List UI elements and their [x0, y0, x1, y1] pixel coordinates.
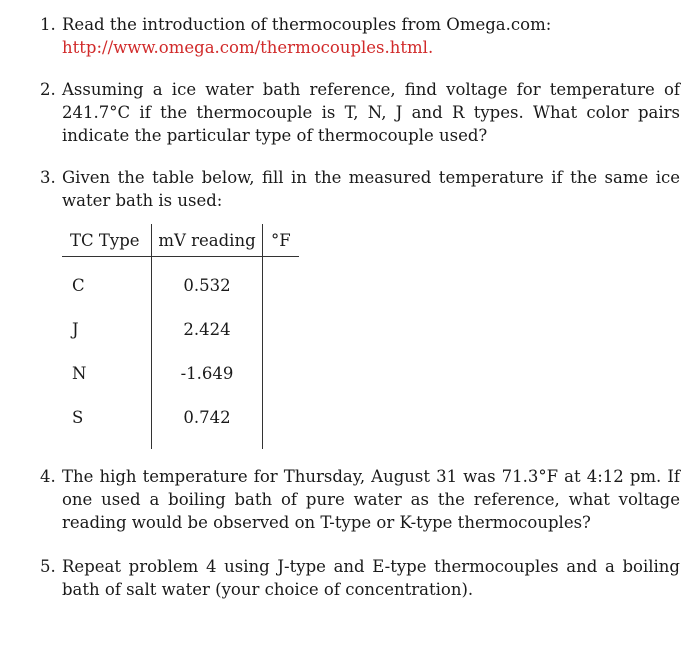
question-number: 2. [40, 80, 56, 99]
cell-mv-reading: 2.424 [152, 307, 263, 351]
table-row [62, 257, 299, 308]
table-row [62, 307, 299, 351]
question-1 [40, 13, 680, 59]
cell-mv-reading: 0.742 [152, 395, 263, 439]
question-3 [40, 166, 680, 212]
header-tc-type: TC Type [62, 224, 152, 257]
question-text: The high temperature for Thursday, August 31 was 71.3°F at 4:12 pm. If one used a boiling bath of pure water as the reference, what voltage reading would be observed on T-type or K-type thermocouples? [62, 467, 680, 532]
cell-fahrenheit[interactable] [263, 307, 300, 351]
table-row [62, 395, 299, 439]
cell-mv-reading: -1.649 [152, 351, 263, 395]
cell-fahrenheit[interactable] [263, 395, 300, 439]
question-4 [40, 465, 680, 534]
cell-fahrenheit[interactable] [263, 257, 300, 308]
question-text: Read the introduction of thermocouples from Omega.com: [62, 15, 552, 34]
thermocouple-table [62, 224, 299, 449]
question-2 [40, 78, 680, 147]
cell-tc-type: N [72, 363, 87, 383]
header-mv-reading: mV reading [152, 224, 263, 257]
table-header-row [62, 224, 299, 257]
cell-tc-type: S [72, 407, 84, 427]
cell-mv-reading: 0.532 [152, 257, 263, 308]
table-row [62, 351, 299, 395]
cell-fahrenheit[interactable] [263, 351, 300, 395]
header-fahrenheit: °F [263, 224, 300, 257]
omega-link[interactable]: http://www.omega.com/thermocouples.html. [62, 38, 434, 57]
question-number: 3. [40, 168, 56, 187]
cell-tc-type: J [72, 319, 79, 339]
question-number: 5. [40, 557, 56, 576]
question-5 [40, 555, 680, 601]
question-text: Assuming a ice water bath reference, find voltage for temperature of 241.7°C if the thermocouple is T, N, J and R types. What color pairs indicate the particular type of thermocouple used? [62, 80, 680, 145]
question-number: 4. [40, 467, 56, 486]
table-spacer-row [62, 439, 299, 449]
cell-tc-type: C [72, 275, 85, 295]
question-text: Given the table below, fill in the measured temperature if the same ice water bath is used: [62, 168, 680, 210]
question-text: Repeat problem 4 using J-type and E-type thermocouples and a boiling bath of salt water (your choice of concentration). [62, 557, 680, 599]
question-number: 1. [40, 15, 56, 34]
